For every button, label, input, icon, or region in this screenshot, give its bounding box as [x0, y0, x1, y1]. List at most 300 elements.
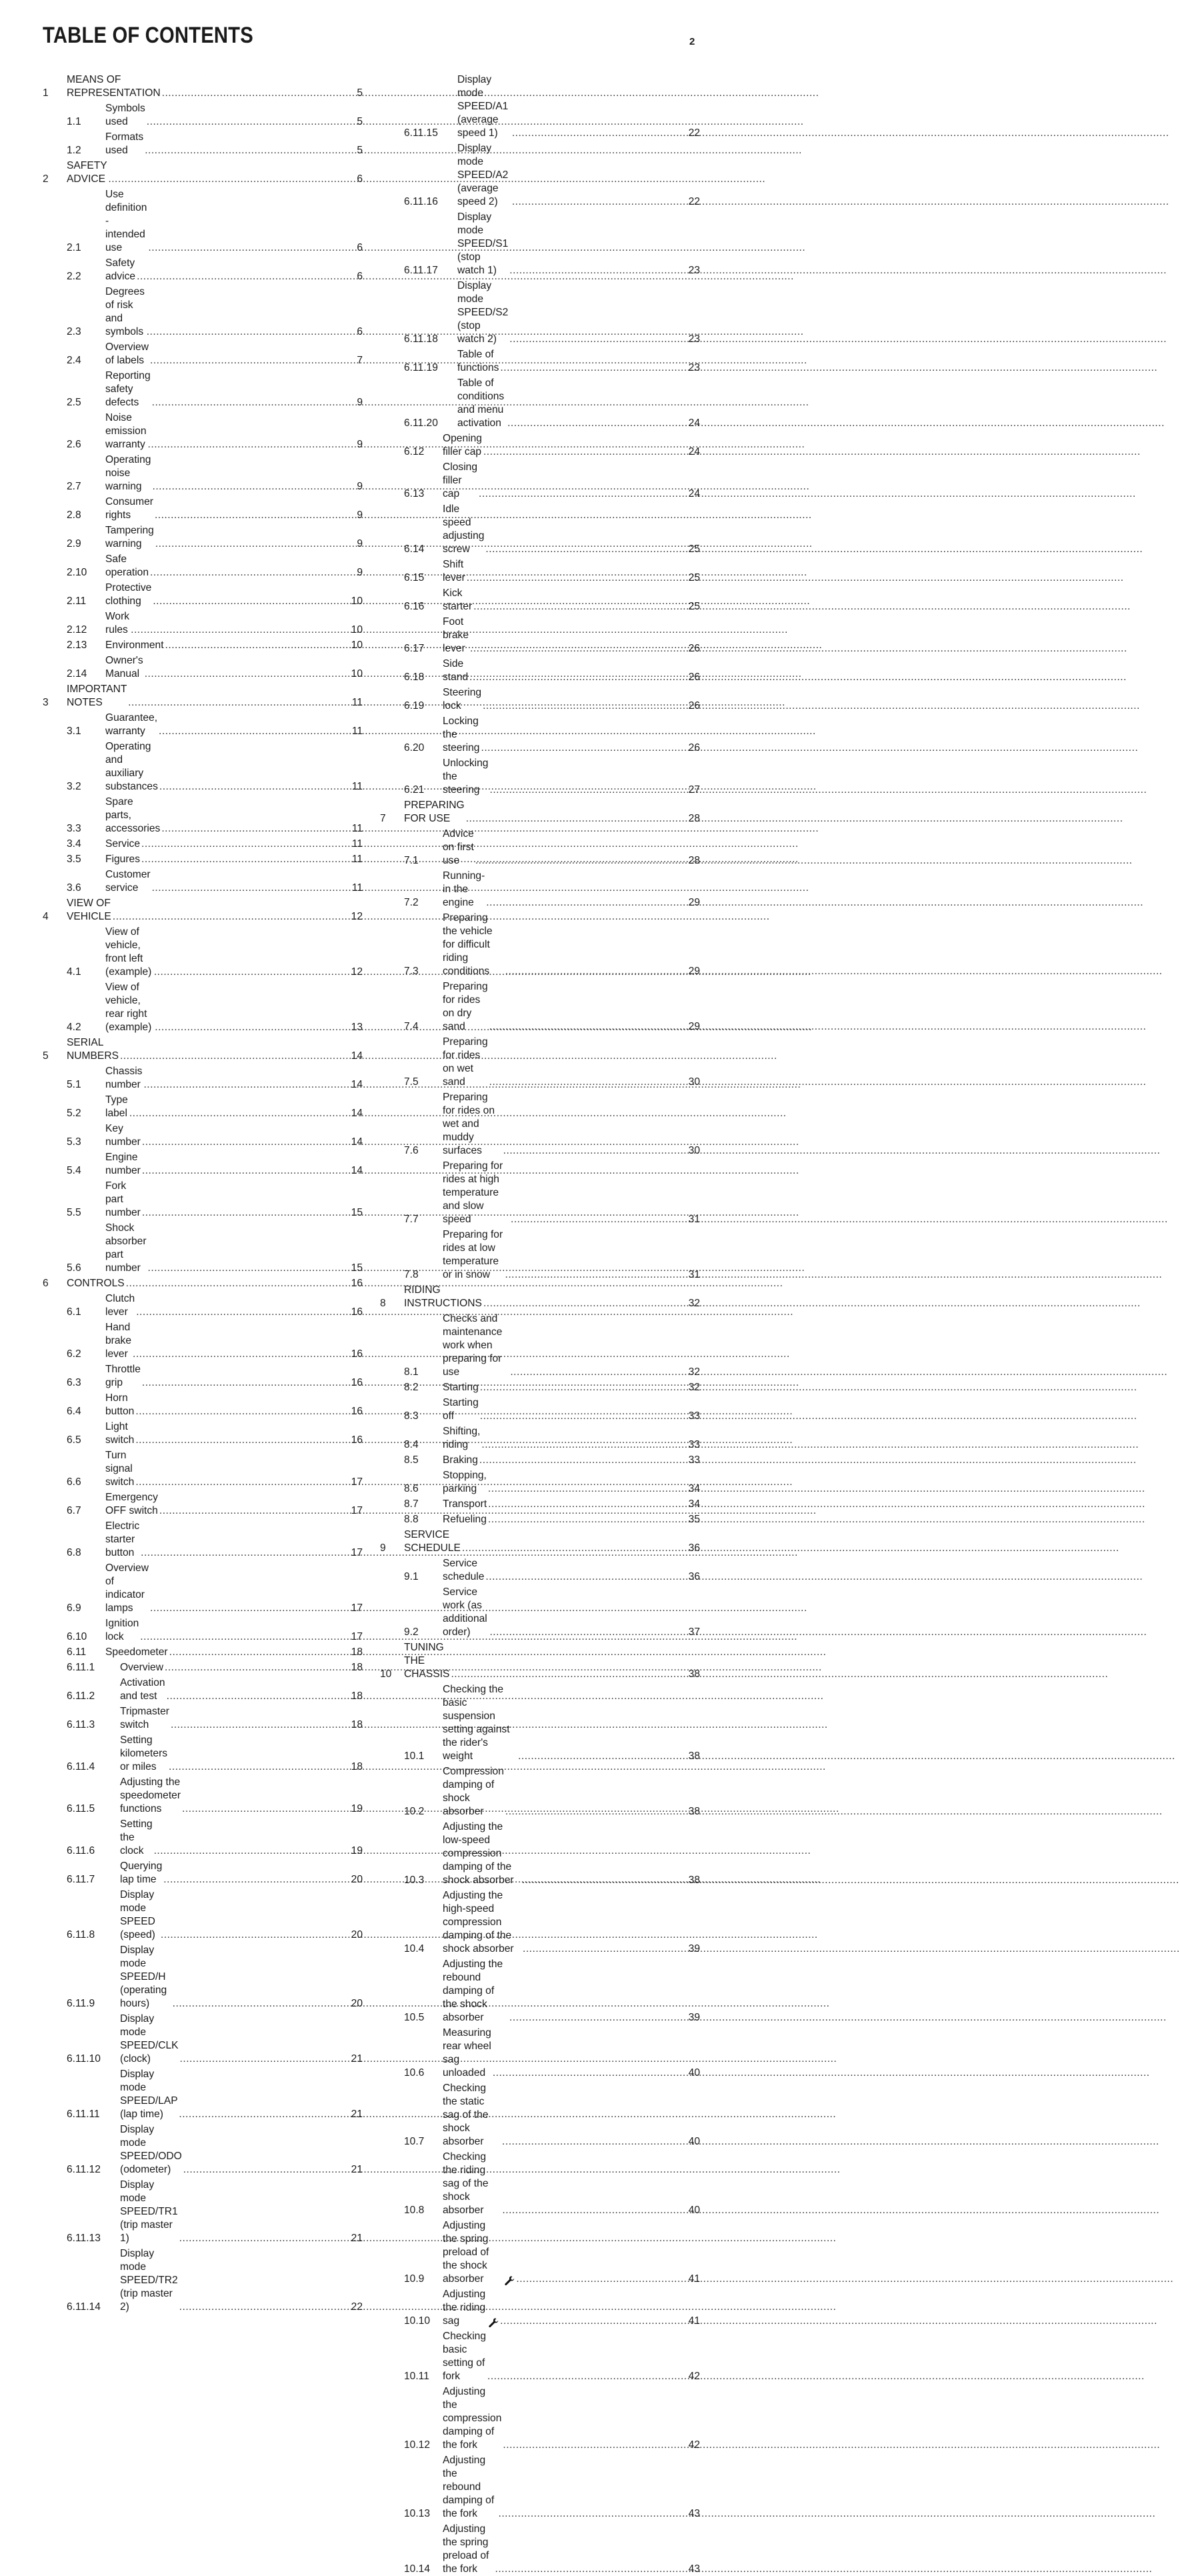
- toc-entry[interactable]: [43, 1562, 363, 1615]
- toc-page-number: 20: [351, 1929, 363, 1941]
- toc-entry-number: 2.14: [67, 668, 87, 680]
- toc-entry-number: 7: [380, 813, 386, 824]
- toc-entry-title: Table of conditions and menu activation: [457, 377, 505, 429]
- toc-entry-number: 2.4: [67, 355, 81, 366]
- toc-entry-number: 7.3: [404, 966, 419, 977]
- toc-page-number: 25: [688, 572, 700, 583]
- toc-page-number: 21: [351, 2053, 363, 2065]
- toc-entry[interactable]: [380, 1820, 700, 1887]
- toc-entry[interactable]: [43, 1491, 363, 1518]
- toc-page-number: 29: [688, 897, 700, 908]
- toc-entry-number: 6.11.10: [67, 2053, 101, 2065]
- toc-entry-number: 6.12: [404, 446, 425, 457]
- toc-page-number: 9: [357, 481, 363, 492]
- toc-entry[interactable]: [43, 553, 363, 579]
- toc-entry[interactable]: [380, 828, 700, 868]
- toc-entry[interactable]: [43, 868, 363, 895]
- toc-entry[interactable]: [380, 1498, 700, 1511]
- toc-entry-title: Formats used: [105, 131, 144, 156]
- toc-entry[interactable]: [43, 524, 363, 551]
- toc-entry[interactable]: [380, 503, 700, 556]
- dot-leader: [141, 853, 346, 866]
- toc-entry-title: Display mode SPEED/ODO (odometer): [120, 2124, 182, 2175]
- toc-entry[interactable]: [43, 1705, 363, 1732]
- toc-entry-number: 10.5: [404, 2012, 425, 2023]
- toc-entry[interactable]: [43, 1151, 363, 1178]
- toc-entry-number: 6.11.4: [67, 1761, 95, 1772]
- toc-entry[interactable]: [380, 1958, 700, 2025]
- toc-entry[interactable]: [380, 980, 700, 1034]
- toc-entry[interactable]: [43, 1449, 363, 1489]
- dot-leader: [183, 2163, 346, 2177]
- toc-entry-title: Braking: [443, 1454, 478, 1466]
- toc-entry[interactable]: [43, 2013, 363, 2066]
- dot-leader: [161, 1928, 346, 1942]
- toc-entry[interactable]: [43, 369, 363, 409]
- toc-entry-title: Idle speed adjusting screw: [443, 503, 485, 555]
- toc-entry-number: 8.4: [404, 1439, 419, 1450]
- toc-entry[interactable]: [380, 73, 700, 140]
- toc-entry-title: SERIAL NUMBERS: [67, 1037, 119, 1062]
- dot-leader: [159, 725, 346, 738]
- toc-entry-number: 6.11.18: [404, 333, 438, 345]
- toc-entry-title: Guarantee, warranty: [105, 712, 158, 737]
- toc-entry-title: Light switch: [105, 1421, 135, 1446]
- toc-entry-number: 6.14: [404, 543, 425, 555]
- toc-page-number: 32: [688, 1366, 700, 1378]
- toc-entry[interactable]: [43, 838, 363, 851]
- toc-entry[interactable]: [380, 587, 700, 613]
- toc-entry[interactable]: [43, 257, 363, 283]
- toc-entry[interactable]: [380, 1312, 700, 1379]
- toc-entry-title: Preparing for rides on dry sand: [443, 981, 488, 1032]
- toc-entry-title: Unlocking the steering: [443, 758, 489, 796]
- toc-page-number: 11: [351, 697, 363, 708]
- toc-entry[interactable]: [380, 686, 700, 713]
- toc-entry[interactable]: [380, 1683, 700, 1763]
- dot-leader: [488, 1498, 683, 1511]
- toc-page-number: 26: [688, 700, 700, 712]
- toc-chapter[interactable]: [43, 1277, 363, 1290]
- toc-entry[interactable]: [43, 581, 363, 608]
- toc-entry[interactable]: [43, 1520, 363, 1560]
- toc-entry[interactable]: [43, 1065, 363, 1092]
- dot-leader: [147, 115, 346, 129]
- toc-entry-title: Adjusting the rebound damping of the fork: [443, 2455, 495, 2519]
- toc-page-number: 17: [351, 1602, 363, 1614]
- toc-page-number: 17: [351, 1631, 363, 1642]
- toc-entry[interactable]: [43, 1944, 363, 2011]
- toc-entry-number: 8.8: [404, 1514, 419, 1525]
- toc-entry[interactable]: [43, 610, 363, 637]
- toc-entry[interactable]: [43, 740, 363, 794]
- toc-entry[interactable]: [43, 1888, 363, 1942]
- dot-leader: [516, 2273, 683, 2286]
- dot-leader: [493, 2067, 683, 2080]
- toc-page-number: 40: [688, 2067, 700, 2079]
- toc-chapter[interactable]: [43, 159, 363, 186]
- toc-entry[interactable]: [43, 1661, 363, 1674]
- toc-entry[interactable]: [43, 639, 363, 652]
- dot-leader: [182, 1802, 346, 1816]
- toc-entry-title: Transport: [443, 1498, 487, 1510]
- toc-entry-title: Advice on first use: [443, 828, 474, 866]
- toc-entry[interactable]: [380, 2082, 700, 2149]
- toc-page-number: 34: [688, 1483, 700, 1494]
- dot-leader: [108, 173, 346, 186]
- toc-entry[interactable]: [380, 1889, 700, 1956]
- dot-leader: [155, 509, 346, 522]
- dot-leader: [483, 445, 683, 459]
- toc-entry[interactable]: [43, 131, 363, 157]
- dot-leader: [502, 2204, 683, 2217]
- toc-page-number: 33: [688, 1410, 700, 1422]
- dot-leader: [131, 623, 346, 637]
- toc-entry-title: Preparing for rides at low temperature or in snow: [443, 1229, 503, 1280]
- dot-leader: [473, 600, 683, 613]
- toc-entry-title: Reporting safety defects: [105, 370, 151, 408]
- toc-entry-title: Display mode SPEED/TR2 (trip master 2): [120, 2248, 178, 2313]
- toc-page-number: 16: [351, 1306, 363, 1318]
- dot-leader: [150, 1602, 346, 1615]
- toc-entry-number: 10.8: [404, 2205, 425, 2216]
- toc-entry[interactable]: [380, 1765, 700, 1818]
- dot-leader: [135, 1405, 346, 1418]
- toc-entry[interactable]: [380, 1036, 700, 1089]
- toc-page-number: 42: [688, 2439, 700, 2451]
- toc-chapter[interactable]: [43, 73, 363, 100]
- toc-entry-number: 5.2: [67, 1108, 81, 1119]
- toc-entry-title: Figures: [105, 854, 140, 865]
- dot-leader: [466, 812, 683, 826]
- toc-entry[interactable]: [380, 2219, 700, 2286]
- toc-entry-title: Closing filler cap: [443, 461, 478, 499]
- toc-entry-title: View of vehicle, front left (example): [105, 926, 152, 978]
- toc-entry[interactable]: [43, 1392, 363, 1418]
- toc-page-number: 39: [688, 1943, 700, 1955]
- toc-entry-title: Preparing for rides on wet and muddy surfaces: [443, 1092, 495, 1156]
- toc-entry-number: 6.11.13: [67, 2233, 101, 2244]
- toc-entry-number: 10.7: [404, 2136, 425, 2147]
- dot-leader: [509, 264, 683, 277]
- toc-entry-number: 6.11.15: [404, 127, 438, 139]
- dot-leader: [505, 1805, 683, 1818]
- toc-entry-title: Steering lock: [443, 687, 482, 712]
- toc-entry-number: 6.5: [67, 1434, 81, 1446]
- toc-entry[interactable]: [43, 981, 363, 1034]
- toc-entry[interactable]: [43, 2247, 363, 2314]
- toc-page-number: 43: [688, 2563, 700, 2575]
- toc-chapter[interactable]: [43, 683, 363, 710]
- toc-entry[interactable]: [43, 853, 363, 866]
- dot-leader: [159, 780, 346, 794]
- dot-leader: [505, 1268, 683, 1282]
- toc-entry[interactable]: [380, 715, 700, 755]
- toc-entry-number: 10.6: [404, 2067, 425, 2079]
- toc-entry[interactable]: [380, 1381, 700, 1394]
- toc-entry[interactable]: [380, 870, 700, 910]
- toc-page-number: 14: [351, 1079, 363, 1090]
- toc-entry-number: 2.10: [67, 567, 87, 578]
- toc-entry[interactable]: [43, 1222, 363, 1275]
- toc-page-number: 6: [357, 242, 363, 253]
- toc-entry-number: 6.11.16: [404, 196, 438, 207]
- toc-entry-number: 6.18: [404, 672, 425, 683]
- dot-leader: [483, 1297, 683, 1310]
- toc-page-number: 41: [688, 2273, 700, 2285]
- toc-entry-number: 3.6: [67, 882, 81, 894]
- toc-entry[interactable]: [43, 712, 363, 738]
- toc-page-number: 20: [351, 1998, 363, 2009]
- toc-entry[interactable]: [43, 2179, 363, 2245]
- dot-leader: [154, 1844, 346, 1858]
- toc-entry[interactable]: [43, 1292, 363, 1319]
- toc-entry[interactable]: [380, 2523, 700, 2576]
- toc-page-number: 30: [688, 1076, 700, 1088]
- toc-entry[interactable]: [43, 796, 363, 836]
- dot-leader: [509, 333, 683, 346]
- toc-entry[interactable]: [43, 411, 363, 451]
- toc-entry-title: Emergency OFF switch: [105, 1492, 158, 1516]
- toc-entry[interactable]: [380, 558, 700, 585]
- toc-entry[interactable]: [380, 348, 700, 375]
- toc-entry-title: Kick starter: [443, 587, 473, 612]
- dot-leader: [142, 1206, 346, 1220]
- toc-entry-number: 2.7: [67, 481, 81, 492]
- toc-entry[interactable]: [43, 1646, 363, 1659]
- toc-entry[interactable]: [380, 2330, 700, 2383]
- toc-entry-number: 3.5: [67, 854, 81, 865]
- dot-leader: [489, 784, 683, 797]
- toc-entry-number: 2.11: [67, 595, 87, 607]
- toc-entry[interactable]: [380, 1557, 700, 1584]
- toc-entry-number: 3.3: [67, 823, 81, 834]
- toc-page-number: 11: [351, 838, 363, 850]
- toc-entry-title: Display mode SPEED/S1 (stop watch 1): [457, 211, 509, 276]
- toc-entry-title: Horn button: [105, 1392, 135, 1417]
- toc-entry[interactable]: [43, 1734, 363, 1774]
- toc-page-number: 17: [351, 1505, 363, 1516]
- toc-entry[interactable]: [380, 757, 700, 797]
- toc-entry-number: 6.11.17: [404, 265, 438, 276]
- toc-entry-number: 9: [380, 1542, 386, 1554]
- toc-entry-title: Tripmaster switch: [120, 1706, 169, 1730]
- toc-entry[interactable]: [43, 1776, 363, 1816]
- toc-page-number: 38: [688, 1806, 700, 1817]
- toc-page-number: 29: [688, 1021, 700, 1032]
- toc-entry[interactable]: [43, 1676, 363, 1703]
- toc-page-number: 24: [688, 488, 700, 499]
- toc-page-number: 9: [357, 509, 363, 521]
- toc-page-number: 33: [688, 1439, 700, 1450]
- toc-chapter[interactable]: [380, 1641, 700, 1681]
- toc-entry-number: 2: [43, 173, 49, 185]
- toc-entry[interactable]: [380, 1425, 700, 1452]
- toc-entry[interactable]: [380, 377, 700, 430]
- toc-entry[interactable]: [43, 1122, 363, 1149]
- toc-entry[interactable]: [380, 432, 700, 459]
- toc-entry[interactable]: [380, 2151, 700, 2217]
- toc-entry-number: 10.10: [404, 2315, 431, 2327]
- toc-entry[interactable]: [380, 461, 700, 501]
- toc-entry[interactable]: [380, 1228, 700, 1282]
- toc-page-number: 5: [357, 145, 363, 156]
- toc-entry[interactable]: [43, 102, 363, 129]
- toc-chapter[interactable]: [380, 1528, 700, 1555]
- toc-entry[interactable]: [43, 1180, 363, 1220]
- dot-leader: [167, 1690, 346, 1703]
- toc-entry-title: Shift lever: [443, 559, 465, 583]
- dot-leader: [488, 1513, 683, 1526]
- toc-entry-title: Starting off: [443, 1397, 479, 1422]
- toc-entry-number: 7.5: [404, 1076, 419, 1088]
- toc-page-number: 37: [688, 1626, 700, 1638]
- toc-page-number: 17: [351, 1547, 363, 1558]
- toc-entry[interactable]: [43, 188, 363, 255]
- dot-leader: [142, 1164, 346, 1178]
- dot-leader: [136, 1306, 346, 1319]
- toc-entry-title: Protective clothing: [105, 582, 152, 607]
- toc-entry[interactable]: [380, 658, 700, 684]
- dot-leader: [503, 1144, 683, 1158]
- dot-leader: [180, 2053, 346, 2066]
- dot-leader: [500, 361, 683, 375]
- toc-entry-number: 2.1: [67, 242, 81, 253]
- dot-leader: [113, 910, 346, 924]
- toc-page-number: 23: [688, 362, 700, 373]
- toc-entry-title: Display mode SPEED/CLK (clock): [120, 2013, 179, 2065]
- toc-entry[interactable]: [380, 2288, 700, 2328]
- toc-entry[interactable]: [43, 453, 363, 493]
- toc-entry-title: Electric starter button: [105, 1520, 140, 1558]
- toc-entry[interactable]: [43, 1363, 363, 1390]
- toc-entry-title: Checks and maintenance work when preparing for use: [443, 1313, 503, 1378]
- toc-entry[interactable]: [43, 654, 363, 681]
- toc-page-number: 40: [688, 2136, 700, 2147]
- toc-entry[interactable]: [380, 1091, 700, 1158]
- toc-entry[interactable]: [380, 2385, 700, 2452]
- dot-leader: [503, 2439, 683, 2452]
- toc-entry[interactable]: [43, 2123, 363, 2177]
- toc-chapter[interactable]: [43, 897, 363, 924]
- toc-entry-title: Shifting, riding: [443, 1426, 481, 1450]
- dot-leader: [147, 325, 346, 339]
- toc-chapter[interactable]: [380, 799, 700, 826]
- toc-entry-title: Safety advice: [105, 257, 136, 282]
- toc-entry[interactable]: [380, 2027, 700, 2080]
- toc-entry[interactable]: [43, 1818, 363, 1858]
- toc-entry-number: 9.1: [404, 1571, 419, 1582]
- toc-page-number: 29: [688, 966, 700, 977]
- toc-page-number: 26: [688, 742, 700, 754]
- toc-entry-number: 5.3: [67, 1136, 81, 1148]
- toc-entry-number: 5.4: [67, 1165, 81, 1176]
- toc-page-number: 11: [351, 781, 363, 792]
- toc-entry-title: Customer service: [105, 869, 151, 894]
- toc-entry[interactable]: [380, 615, 700, 656]
- toc-page-number: 9: [357, 567, 363, 578]
- toc-entry[interactable]: [43, 1321, 363, 1361]
- toc-page-number: 22: [351, 2301, 363, 2313]
- toc-entry-number: 6.11.8: [67, 1929, 95, 1941]
- dot-leader: [152, 480, 346, 493]
- toc-page-number: 10: [351, 624, 363, 635]
- toc-entry[interactable]: [43, 926, 363, 979]
- dot-leader: [145, 668, 346, 681]
- dot-leader: [512, 195, 683, 209]
- dot-leader: [171, 1718, 346, 1732]
- toc-entry-number: 6.11.9: [67, 1998, 95, 2009]
- toc-entry[interactable]: [380, 1513, 700, 1526]
- toc-entry[interactable]: [43, 1860, 363, 1886]
- toc-entry[interactable]: [43, 285, 363, 339]
- toc-entry[interactable]: [380, 912, 700, 978]
- dot-leader: [499, 2507, 684, 2521]
- toc-page-number: 14: [351, 1108, 363, 1119]
- toc-entry-number: 6.17: [404, 643, 425, 654]
- page-number: 2: [689, 36, 695, 47]
- toc-entry-number: 6.11.20: [404, 417, 438, 429]
- dot-leader: [140, 1630, 346, 1644]
- toc-entry[interactable]: [380, 211, 700, 277]
- toc-chapter[interactable]: [380, 1284, 700, 1310]
- toc-entry[interactable]: [43, 1617, 363, 1644]
- dot-leader: [129, 1107, 346, 1120]
- toc-entry-number: 7.6: [404, 1145, 419, 1156]
- dot-leader: [150, 354, 346, 367]
- dot-leader: [469, 671, 683, 684]
- toc-entry[interactable]: [380, 142, 700, 209]
- toc-entry-title: Environment: [105, 639, 164, 651]
- toc-entry[interactable]: [43, 495, 363, 522]
- toc-chapter[interactable]: [43, 1036, 363, 1063]
- dot-leader: [135, 1476, 346, 1489]
- dot-leader: [511, 1213, 683, 1226]
- toc-entry-title: Clutch lever: [105, 1293, 135, 1318]
- toc-entry[interactable]: [380, 1454, 700, 1467]
- toc-entry-number: 2.5: [67, 397, 81, 408]
- dot-leader: [505, 965, 683, 978]
- toc-entry[interactable]: [380, 2454, 700, 2521]
- toc-entry[interactable]: [43, 341, 363, 367]
- dot-leader: [507, 417, 683, 430]
- toc-entry-number: 2.9: [67, 538, 81, 549]
- toc-page-number: 11: [351, 726, 363, 737]
- toc-entry[interactable]: [43, 1094, 363, 1120]
- toc-entry-title: Preparing the vehicle for difficult riding conditions: [443, 912, 493, 977]
- toc-entry[interactable]: [43, 2068, 363, 2121]
- toc-page-number: 25: [688, 601, 700, 612]
- toc-page-number: 16: [351, 1278, 363, 1289]
- dot-leader: [154, 966, 346, 979]
- toc-page-number: 43: [688, 2508, 700, 2519]
- toc-page-number: 24: [688, 446, 700, 457]
- dot-leader: [523, 1943, 683, 1956]
- dot-leader: [489, 1076, 683, 1089]
- toc-entry-title: Operating and auxiliary substances: [105, 741, 158, 792]
- toc-entry[interactable]: [380, 279, 700, 346]
- toc-entry[interactable]: [380, 1469, 700, 1496]
- toc-entry[interactable]: [380, 1586, 700, 1639]
- toc-entry[interactable]: [380, 1160, 700, 1226]
- dot-leader: [481, 742, 683, 755]
- toc-page-number: 14: [351, 1050, 363, 1062]
- dot-leader: [163, 1873, 346, 1886]
- toc-entry-number: 10.4: [404, 1943, 425, 1955]
- toc-entry[interactable]: [43, 1420, 363, 1447]
- toc-entry-title: Refueling: [443, 1514, 487, 1525]
- toc-entry[interactable]: [380, 1396, 700, 1423]
